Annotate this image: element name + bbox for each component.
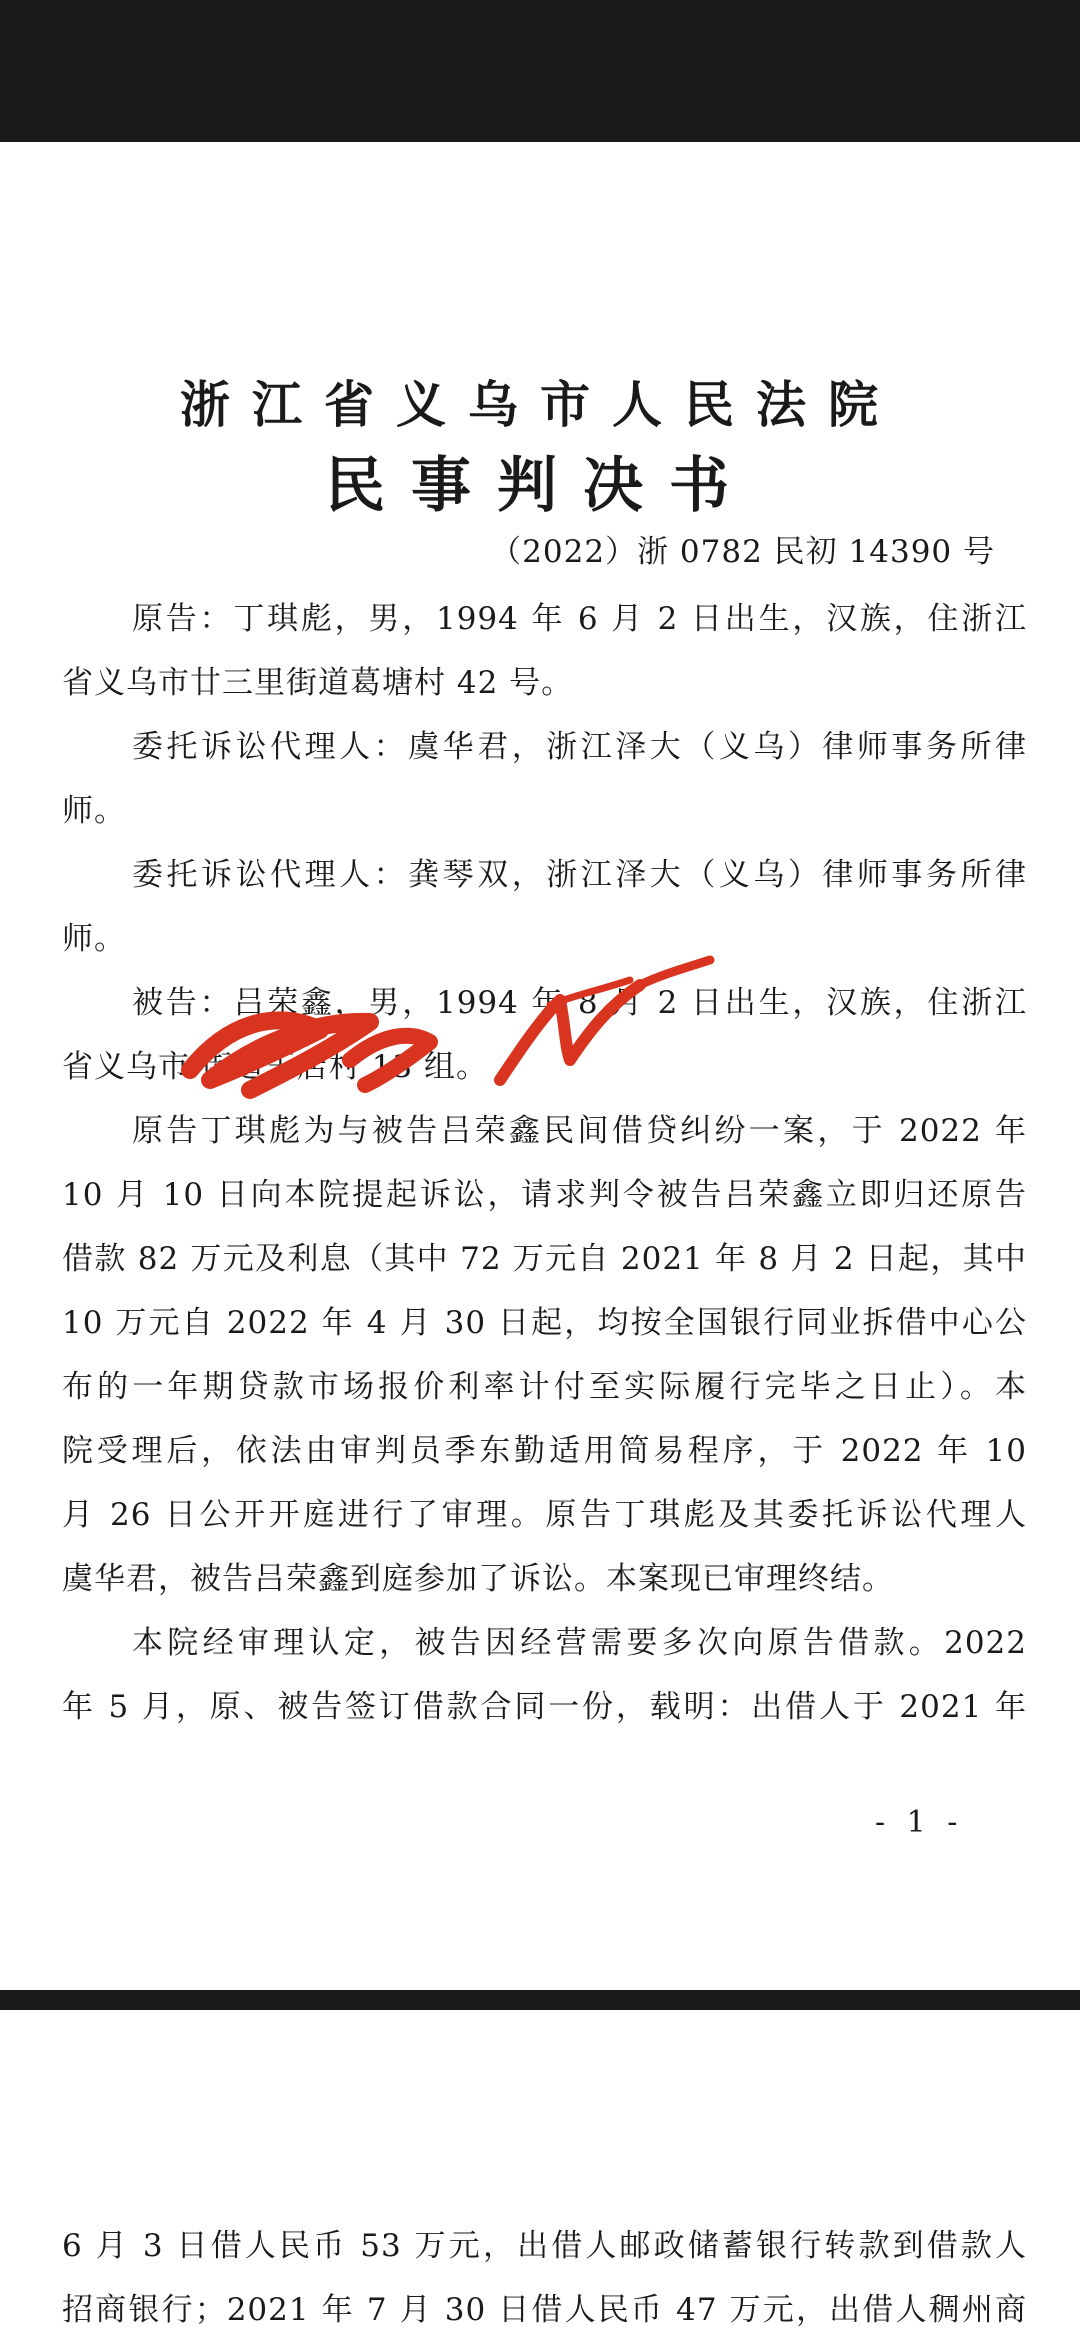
paragraph-line: 师。 [62,793,126,829]
top-black-bar [0,0,1080,142]
court-name: 浙江省义乌市人民法院 [180,375,900,434]
page-number: - 1 - [875,1805,964,1840]
paragraph-line: 招商银行；2021 年 7 月 30 日借人民币 47 万元，出借人稠州商 [62,2292,1027,2328]
paragraph-line: 布的一年期贷款市场报价利率计付至实际履行完毕之日止）。本 [62,1369,1027,1405]
paragraph-line: 省义乌市 街道王店村 13 组。 [62,1049,489,1085]
paragraph-line: 虞华君，被告吕荣鑫到庭参加了诉讼。本案现已审理终结。 [62,1561,894,1597]
paragraph-line: 6 月 3 日借人民币 53 万元，出借人邮政储蓄银行转款到借款人 [62,2228,1027,2264]
paragraph-line: 院受理后，依法由审判员季东勤适用简易程序，于 2022 年 10 [62,1433,1027,1469]
paragraph-line: 委托诉讼代理人：虞华君，浙江泽大（义乌）律师事务所律 [132,729,1027,765]
document-title: 民事判决书 [325,451,755,521]
paragraph-line: 借款 82 万元及利息（其中 72 万元自 2021 年 8 月 2 日起，其中 [62,1241,1027,1277]
paragraph-line: 10 月 10 日向本院提起诉讼，请求判令被告吕荣鑫立即归还原告 [62,1177,1027,1213]
paragraph-line: 月 26 日公开开庭进行了审理。原告丁琪彪及其委托诉讼代理人 [62,1497,1027,1533]
paragraph-line: 师。 [62,921,126,957]
page-separator-bar [0,1990,1080,2010]
paragraph-line: 省义乌市廿三里街道葛塘村 42 号。 [62,665,574,701]
paragraph-line: 10 万元自 2022 年 4 月 30 日起，均按全国银行同业拆借中心公 [62,1305,1027,1341]
case-number: （2022）浙 0782 民初 14390 号 [490,534,995,570]
paragraph-line: 被告：吕荣鑫，男，1994 年 8 月 2 日出生，汉族，住浙江 [132,985,1027,1021]
paragraph-line: 委托诉讼代理人：龚琴双，浙江泽大（义乌）律师事务所律 [132,857,1027,893]
paragraph-line: 年 5 月，原、被告签订借款合同一份，载明：出借人于 2021 年 [62,1689,1027,1725]
paragraph-line: 本院经审理认定，被告因经营需要多次向原告借款。2022 [132,1625,1027,1661]
red-redaction-scribble [170,950,750,1110]
paragraph-line: 原告：丁琪彪，男，1994 年 6 月 2 日出生，汉族，住浙江 [132,601,1027,637]
paragraph-line: 原告丁琪彪为与被告吕荣鑫民间借贷纠纷一案，于 2022 年 [132,1113,1027,1149]
